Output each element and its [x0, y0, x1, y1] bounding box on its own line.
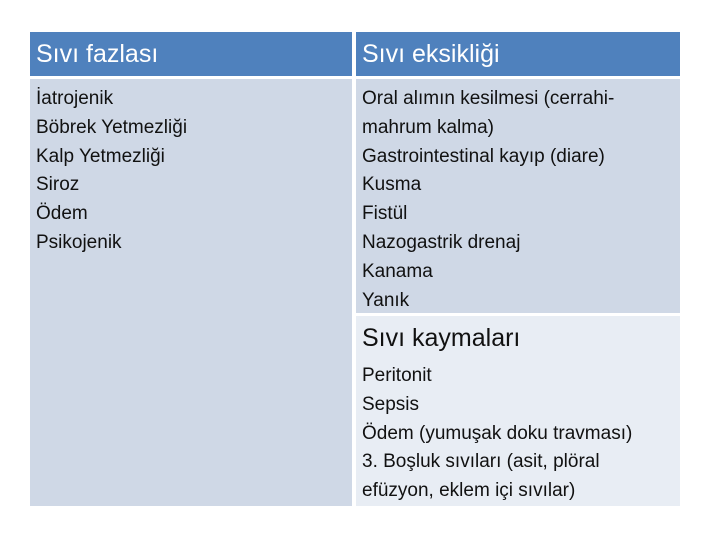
fluid-shift-cell	[356, 316, 680, 506]
fluid-table	[30, 32, 680, 506]
list-item: Ödem	[36, 203, 88, 225]
fluid-shift-list	[362, 362, 680, 506]
header-fluid-deficit-label: Sıvı eksikliği	[362, 40, 500, 68]
list-item: Kusma	[362, 174, 422, 196]
list-item: Fistül	[362, 203, 408, 225]
fluid-excess-list	[36, 85, 352, 258]
list-item: Kanama	[362, 260, 433, 282]
header-fluid-excess-label: Sıvı fazlası	[36, 40, 159, 68]
list-item: Ödem (yumuşak doku travması)	[362, 422, 633, 444]
list-item: Kalp Yetmezliği	[36, 145, 165, 167]
list-item: mahrum kalma)	[362, 116, 494, 138]
fluid-shift-title: Sıvı kaymaları	[362, 324, 521, 352]
list-item: İatrojenik	[36, 88, 114, 109]
header-fluid-deficit	[356, 32, 680, 76]
header-fluid-excess	[30, 32, 352, 76]
fluid-excess-cell	[30, 79, 352, 506]
list-item: Gastrointestinal kayıp (diare)	[362, 145, 605, 167]
list-item: Psikojenik	[36, 231, 122, 253]
fluid-deficit-list	[362, 85, 680, 315]
list-item: 3. Boşluk sıvıları (asit, plöral	[362, 451, 600, 473]
list-item: Peritonit	[362, 365, 432, 386]
list-item: Nazogastrik drenaj	[362, 231, 521, 253]
list-item: Oral alımın kesilmesi (cerrahi-	[362, 88, 615, 109]
list-item: Siroz	[36, 174, 80, 196]
list-item: efüzyon, eklem içi sıvılar)	[362, 480, 576, 502]
list-item: Böbrek Yetmezliği	[36, 116, 188, 138]
fluid-deficit-cell	[356, 79, 680, 313]
list-item: Yanık	[362, 289, 410, 311]
list-item: Sepsis	[362, 393, 420, 415]
